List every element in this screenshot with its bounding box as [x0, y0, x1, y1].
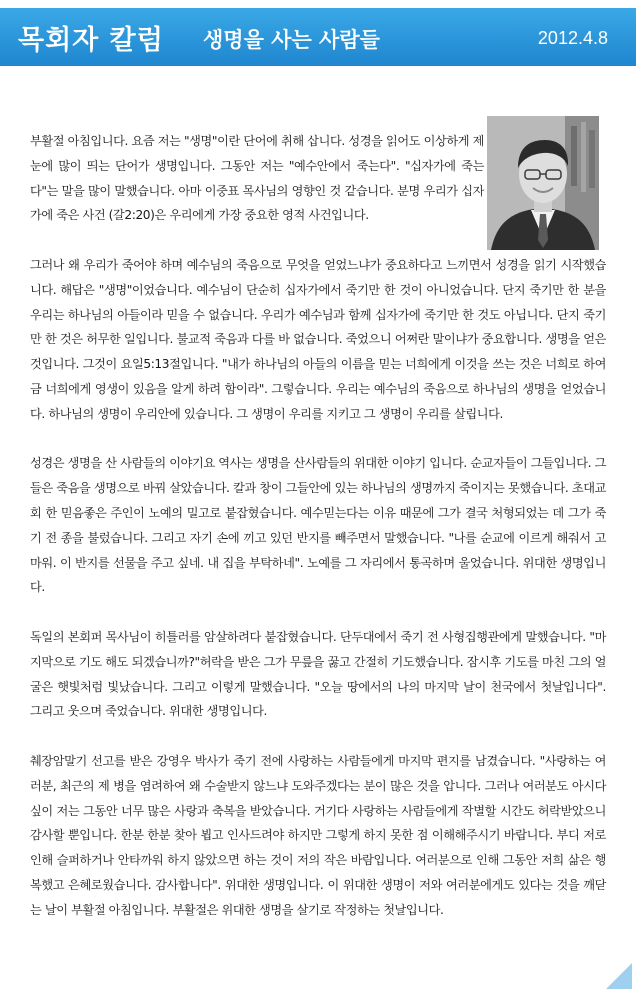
paragraph-2: 그러나 왜 우리가 죽어야 하며 예수님의 죽음으로 무엇을 얻었느냐가 중요하다고 느끼면서 성경을 읽기 시작했습니다. 해답은 "생명"이었습니다. 예수님이 단순히 십자가에서 죽기만 한 것이 아니었습니다. 단지 죽기만 한 분을 우리는 하나님의 아들이라 믿을 수 없습니다. 우리가 예수님과 함께 십자가에 죽기만 한 것도 아닙니다. 단지 죽기만 한 것은 허무한 일입니다. 불교적 죽음과 다를 바 없습니다. 죽었으니 어쩌란 말이냐가 중요합니다. 생명을 얻은 것입니다. 그것이 요일5:13절입니다. "내가 하나님의 아들의 이름을 믿는 너희에게 이것을 쓰는 것은 너희로 하여금 너희에게 영생이 있음을 알게 하려 함이라". 그렇습니다. 우리는 예수님의 죽음으로 하나님의 생명을 얻었습니다. 하나님의 생명이 우리안에 있습니다. 그 생명이 우리를 지키고 그 생명이 우리를 살립니다. [30, 257, 606, 421]
paragraph-4: 독일의 본회퍼 목사님이 히틀러를 암살하려다 붙잡혔습니다. 단두대에서 죽기 전 사형집행관에게 말했습니다. "마지막으로 기도 해도 되겠습니까?"허락을 받은 그가 무릎을 꿇고 간절히 기도했습니다. 잠시후 기도를 마친 그의 얼굴은 햇빛처럼 빛났습니다. 그리고 이렇게 말했습니다. "오늘 땅에서의 나의 마지막 날이 천국에서 첫날입니다". 그리고 웃으며 죽었습니다. 위대한 생명입니다. [30, 629, 606, 719]
paragraph-5: 췌장암말기 선고를 받은 강영우 박사가 죽기 전에 사랑하는 사람들에게 마지막 편지를 남겼습니다. "사랑하는 여러분, 최근의 제 병을 염려하여 왜 수술받지 않느냐 도와주겠다는 분이 많은 것을 압니다. 그러나 여러분도 아시다 싶이 저는 그동안 너무 많은 사랑과 축복을 받았습니다. 거기다 사랑하는 사람들에게 작별할 시간도 허락받았으니 감사할 뿐입니다. 한분 한분 찾아 뵙고 인사드려야 하지만 그렇게 하지 못한 점 이해해주시기 바랍니다. 부디 저로 인해 슬퍼하거나 안타까워 하지 않았으면 하는 것이 저의 작은 바람입니다. 여러분으로 인해 그동안 저희 삶은 행복했고 은혜로웠습니다. 감사합니다". 위대한 생명입니다. 이 위대한 생명이 저와 여러분에게도 있다는 것을 깨닫는 날이 부활절 아침입니다. 부활절은 위대한 생명을 살기로 작정하는 첫날입니다. [30, 753, 606, 917]
column-header-bar [0, 8, 636, 66]
page-corner-decoration-icon [606, 963, 632, 989]
paragraph-1: 부활절 아침입니다. 요즘 저는 "생명"이란 단어에 취해 삽니다. 성경을 읽어도 이상하게 제 눈에 많이 띄는 단어가 생명입니다. 그동안 저는 "예수안에서 죽는다". "십자가에 죽는다"는 말을 많이 말했습니다. 아마 이중표 목사님의 영향인 것 같습니다. 분명 우리가 십자가에 죽은 사건 (갈2:20)은 우리에게 가장 중요한 영적 사건입니다. [30, 134, 484, 223]
column-title: 목회자 칼럼 [18, 25, 164, 56]
column-subtitle: 생명을 사는 사람들 [203, 28, 380, 52]
paragraph-3: 성경은 생명을 산 사람들의 이야기요 역사는 생명을 산사람들의 위대한 이야기 입니다. 순교자들이 그들입니다. 그들은 죽음을 생명으로 바꿔 살았습니다. 칼과 창이 그들안에 있는 하나님의 생명까지 죽이지는 못했습니다. 초대교회 한 믿음좋은 주인이 노예의 밀고로 붙잡혔습니다. 예수믿는다는 이유 때문에 그가 결국 처형되었는 데 그가 죽기 전 종을 불렀습니다. 그리고 자기 손에 끼고 있던 반지를 빼주면서 말했습니다. "나를 순교에 이르게 해줘서 고마워. 이 반지를 선물을 주고 싶네. 내 집을 부탁하네". 노예를 그 자리에서 통곡하며 울었습니다. 위대한 생명입니다. [30, 456, 606, 595]
column-body [30, 129, 606, 947]
column-date: 2012.4.8 [537, 28, 608, 48]
